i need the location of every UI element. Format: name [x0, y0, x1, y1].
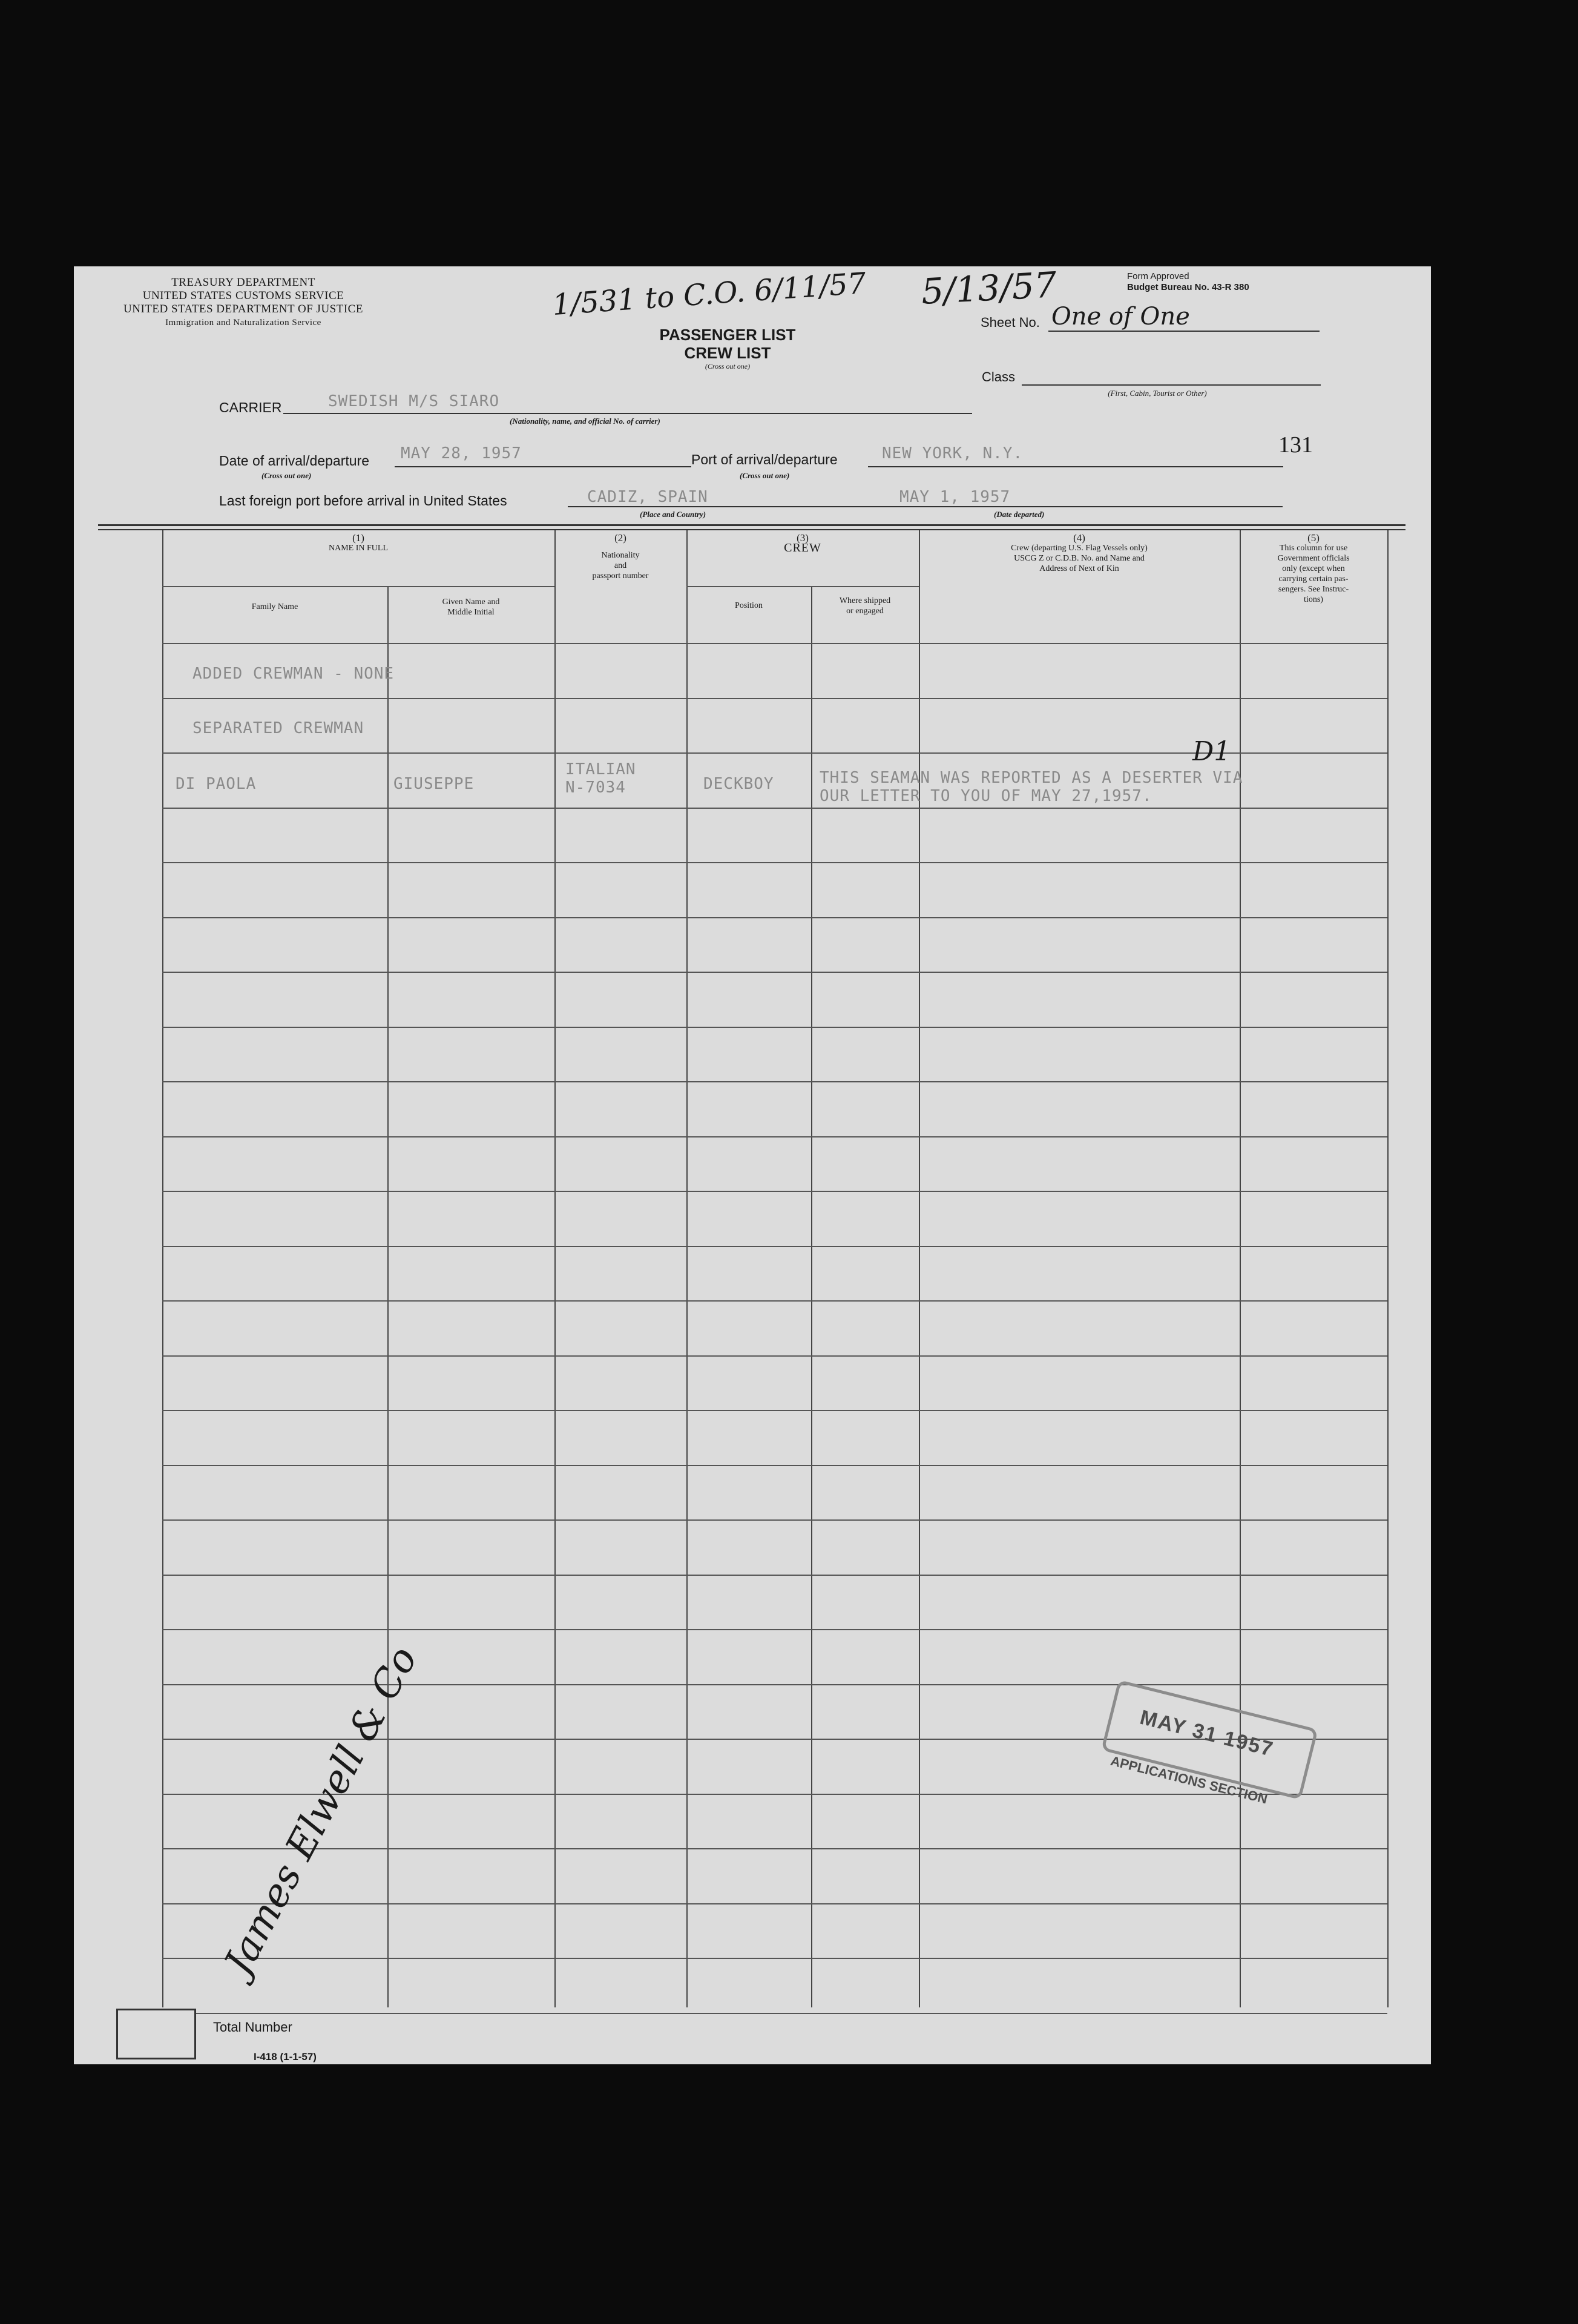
col5-line: carrying certain pas-	[1278, 574, 1349, 584]
col3-number: (3)	[797, 532, 809, 544]
last-port-label: Last foreign port before arrival in United States	[219, 493, 507, 509]
col-rule	[162, 530, 163, 2007]
row-rule	[162, 862, 1387, 863]
col4-line: Address of Next of Kin	[1039, 564, 1119, 573]
stamp-date: MAY 31 1957	[1137, 1705, 1277, 1762]
title-passenger-list: PASSENGER LIST	[659, 326, 796, 344]
col3b-header	[811, 596, 919, 616]
agency-line: Immigration and Naturalization Service	[165, 318, 321, 328]
row-rule	[162, 1519, 1387, 1521]
col1b-header	[387, 597, 554, 617]
table-top-rule-2	[98, 529, 1405, 530]
agency-header	[74, 276, 413, 329]
class-line	[1022, 384, 1321, 386]
class-label: Class	[982, 369, 1016, 384]
col5-line: This column for use	[1279, 544, 1348, 553]
col3a-header: Position	[735, 601, 763, 610]
remark-line-1: THIS SEAMAN WAS REPORTED AS A DESERTER VIA	[820, 769, 1243, 787]
form-approved-block	[1127, 271, 1249, 293]
handwritten-date: 5/13/57	[920, 264, 1058, 312]
col1a-header: Family Name	[251, 602, 298, 611]
total-number-label: Total Number	[213, 2020, 292, 2035]
port-value: NEW YORK, N.Y.	[882, 444, 1024, 462]
form-approved-label: Form Approved	[1127, 271, 1189, 281]
col5-line: Government officials	[1277, 554, 1350, 563]
agency-line: UNITED STATES DEPARTMENT OF JUSTICE	[123, 303, 363, 315]
form-title	[594, 326, 861, 370]
stamp-section: APPLICATIONS SECTION	[1109, 1753, 1269, 1807]
page-number: 131	[1278, 432, 1313, 458]
agency-line: TREASURY DEPARTMENT	[171, 276, 315, 289]
total-number-box[interactable]	[116, 2009, 196, 2059]
row-rule	[162, 808, 1387, 809]
col5-header	[1240, 533, 1387, 605]
row-rule	[162, 1575, 1387, 1576]
row-rule	[162, 1958, 1387, 1959]
row-rule	[162, 1410, 1387, 1411]
col1b-line: Given Name and	[442, 597, 500, 607]
col2-line: passport number	[592, 571, 649, 581]
col4-line: USCG Z or C.D.B. No. and Name and	[1014, 554, 1145, 563]
port-label: Port of arrival/departure	[691, 452, 838, 467]
port-line	[868, 466, 1283, 467]
col2-number: (2)	[614, 532, 626, 544]
row-rule	[162, 1191, 1387, 1192]
carrier-line	[283, 413, 972, 414]
row-rule	[162, 2013, 1387, 2014]
row-rule	[162, 1355, 1387, 1357]
col5-number: (5)	[1307, 532, 1320, 544]
carrier-value: SWEDISH M/S SIARO	[328, 392, 500, 410]
family-name-entry: DI PAOLA	[176, 775, 257, 793]
date-departed-line	[858, 506, 1283, 507]
col1b-line: Middle Initial	[447, 608, 495, 617]
row-rule	[162, 643, 1387, 644]
header-sub-rule	[686, 586, 919, 587]
row-rule	[162, 1081, 1387, 1082]
col5-line: sengers. See Instruc-	[1278, 585, 1349, 594]
passport-entry: N-7034	[565, 779, 626, 797]
col-rule	[1387, 530, 1389, 2007]
col1-header	[162, 533, 554, 553]
signature: James Elwell & Co	[215, 1639, 427, 1982]
deserter-annotation: D1	[1192, 736, 1231, 767]
date-line	[395, 466, 729, 467]
date-value: MAY 28, 1957	[401, 444, 522, 462]
nationality-entry: ITALIAN	[565, 760, 636, 779]
position-entry: DECKBOY	[703, 775, 774, 793]
row-rule	[162, 1136, 1387, 1137]
date-label: Date of arrival/departure	[219, 453, 370, 469]
budget-bureau-number: Budget Bureau No. 43-R 380	[1127, 282, 1249, 292]
col3-header	[686, 533, 919, 553]
remark-line-2: OUR LETTER TO YOU OF MAY 27,1957.	[820, 787, 1152, 805]
date-sub: (Cross out one)	[261, 471, 312, 480]
col5-line: tions)	[1304, 595, 1323, 604]
given-name-entry: GIUSEPPE	[393, 775, 475, 793]
row-rule	[162, 917, 1387, 918]
last-port-sub: (Place and Country)	[640, 510, 706, 519]
carrier-sub: (Nationality, name, and official No. of carrier)	[510, 416, 660, 426]
class-sub: (First, Cabin, Tourist or Other)	[1108, 389, 1207, 398]
row-rule	[162, 972, 1387, 973]
port-sub: (Cross out one)	[740, 471, 790, 480]
form-number: I-418 (1-1-57)	[254, 2051, 317, 2062]
crew-list-form	[74, 266, 1431, 2064]
row-rule	[162, 1300, 1387, 1302]
date-departed-sub: (Date departed)	[994, 510, 1045, 519]
row-rule	[162, 1629, 1387, 1630]
row-rule	[162, 1848, 1387, 1849]
row-rule	[162, 1465, 1387, 1466]
col-rule	[919, 530, 920, 2007]
row-rule	[162, 1903, 1387, 1904]
col2-header	[554, 533, 686, 581]
added-crewman-entry: ADDED CREWMAN - NONE	[192, 665, 395, 683]
title-cross-note: (Cross out one)	[705, 362, 751, 370]
col2-line: and	[614, 561, 627, 570]
row-rule	[162, 698, 1387, 699]
title-crew-list: CREW LIST	[684, 344, 771, 362]
col-rule	[554, 530, 556, 2007]
separated-crewman-entry: SEPARATED CREWMAN	[192, 719, 364, 737]
sheet-label: Sheet No.	[981, 315, 1040, 330]
col-rule	[686, 530, 688, 2007]
col4-header	[919, 533, 1240, 574]
received-stamp	[1071, 1656, 1352, 1831]
col1-title: NAME IN FULL	[329, 544, 388, 553]
sheet-line	[1048, 331, 1320, 332]
sheet-value: One of One	[1051, 303, 1190, 331]
col3-title: CREW	[784, 541, 821, 555]
table-top-rule	[98, 524, 1405, 526]
row-rule	[162, 1246, 1387, 1247]
header-sub-rule	[162, 586, 554, 587]
last-port-value: CADIZ, SPAIN	[587, 488, 708, 506]
col1-number: (1)	[352, 532, 364, 544]
carrier-label: CARRIER	[219, 400, 282, 415]
row-rule	[162, 1027, 1387, 1028]
col3b-line: Where shipped	[839, 596, 891, 605]
col4-line: Crew (departing U.S. Flag Vessels only)	[1011, 544, 1148, 553]
handwritten-reference: 1/531 to C.O. 6/11/57	[551, 266, 867, 323]
last-port-line	[568, 506, 901, 507]
col4-number: (4)	[1073, 532, 1085, 544]
agency-line: UNITED STATES CUSTOMS SERVICE	[142, 289, 344, 302]
col3b-line: or engaged	[846, 607, 884, 616]
col5-line: only (except when	[1282, 564, 1345, 573]
col2-line: Nationality	[601, 551, 640, 560]
date-departed-value: MAY 1, 1957	[899, 488, 1011, 506]
